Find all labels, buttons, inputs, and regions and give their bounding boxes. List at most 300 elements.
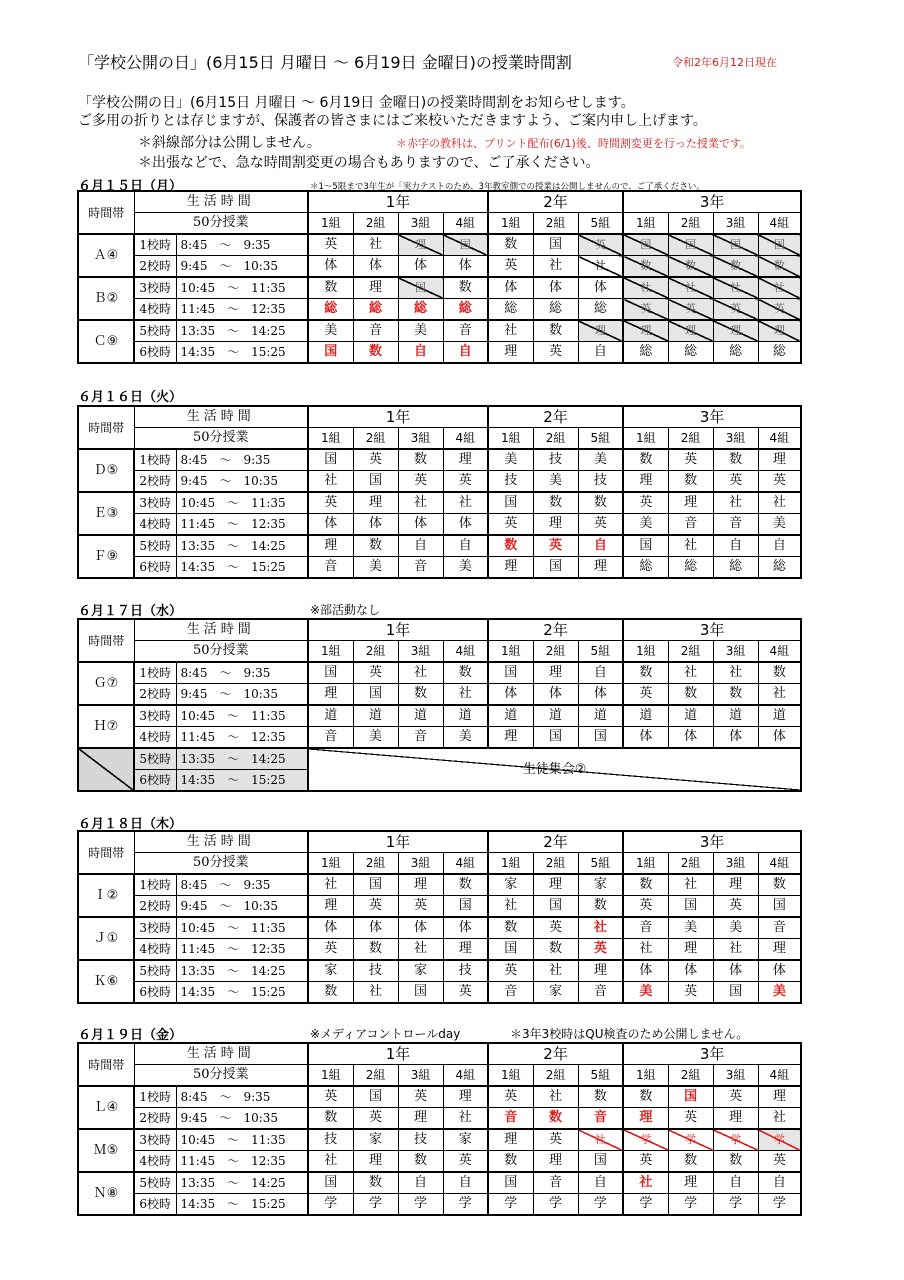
subject-cell: 国 [488, 939, 533, 961]
class-header: 1組 [308, 1065, 353, 1087]
subject-cell: 数 [398, 684, 443, 706]
class-header: 5組 [578, 641, 623, 663]
subject-cell: 英 [488, 1086, 533, 1108]
subject-cell: 理 [623, 471, 668, 493]
class-header: 1組 [488, 641, 533, 663]
subject-cell-changed: 社 [578, 917, 623, 939]
subject-cell-hidden: 数 [758, 256, 801, 278]
class-header: 1組 [623, 641, 668, 663]
period-label: 5校時 [134, 320, 176, 342]
subject-cell: 道 [623, 705, 668, 727]
subject-cell: 国 [308, 449, 353, 471]
class-header: 3組 [398, 853, 443, 875]
subject-cell: 数 [488, 917, 533, 939]
subject-cell: 自 [758, 1172, 801, 1194]
subject-cell: 理 [353, 277, 398, 299]
subject-cell: 体 [533, 684, 578, 706]
subject-cell: 数 [758, 874, 801, 896]
subject-cell: 理 [533, 1151, 578, 1173]
seikatsu-label: 生活時間 [134, 191, 308, 213]
subject-cell: 理 [488, 1129, 533, 1151]
subject-cell: 国 [533, 557, 578, 579]
subject-cell: 体 [713, 727, 758, 749]
subject-cell: 数 [668, 1151, 713, 1173]
subject-cell: 体 [668, 960, 713, 982]
day-date-0618: ６月１８日（木） [78, 817, 183, 832]
subject-cell: 数 [668, 471, 713, 493]
subject-cell: 国 [623, 535, 668, 557]
subject-cell-hidden: 国 [758, 234, 801, 256]
subject-cell: 道 [353, 705, 398, 727]
class-header: 2組 [353, 853, 398, 875]
subject-cell: 社 [713, 939, 758, 961]
subject-cell: 体 [488, 277, 533, 299]
period-label: 4校時 [134, 299, 176, 321]
period-label: 6校時 [134, 1194, 176, 1216]
subject-cell: 英 [443, 1151, 488, 1173]
subject-cell: 数 [398, 1151, 443, 1173]
subject-cell-hidden: 国 [398, 277, 443, 299]
subject-cell: 数 [578, 492, 623, 514]
subject-cell: 数 [443, 277, 488, 299]
subject-cell: 道 [443, 705, 488, 727]
period-time: 13:35 ～ 14:25 [176, 960, 308, 982]
class-header: 3組 [713, 428, 758, 450]
subject-cell: 社 [353, 234, 398, 256]
grade-2-header: 2年 [488, 406, 623, 428]
class-header: 4組 [443, 428, 488, 450]
student-assembly: 生徒集会② [308, 748, 801, 791]
class-header: 2組 [353, 641, 398, 663]
subject-cell: 数 [668, 684, 713, 706]
jikantai-label: 時間帯 [78, 1043, 134, 1086]
block-label: Ｇ⑦ [78, 662, 134, 705]
class-header: 2組 [668, 213, 713, 235]
subject-cell: 学 [308, 1194, 353, 1216]
period-time: 14:35 ～ 15:25 [176, 982, 308, 1004]
subject-cell: 国 [488, 662, 533, 684]
class-header: 4組 [758, 213, 801, 235]
subject-cell: 体 [758, 727, 801, 749]
subject-cell: 国 [578, 1151, 623, 1173]
subject-cell: 英 [488, 960, 533, 982]
subject-cell: 美 [443, 557, 488, 579]
subject-cell: 数 [533, 492, 578, 514]
subject-cell: 国 [353, 684, 398, 706]
block-label: Ｌ④ [78, 1086, 134, 1129]
subject-cell: 国 [443, 896, 488, 918]
subject-cell-changed: 音 [578, 1108, 623, 1130]
block-label: Ｎ⑧ [78, 1172, 134, 1215]
class-header: 3組 [713, 853, 758, 875]
timetable-0618 [77, 830, 802, 1004]
subject-cell: 道 [578, 705, 623, 727]
period-time: 11:45 ～ 12:35 [176, 1151, 308, 1173]
subject-cell: 理 [713, 1108, 758, 1130]
subject-cell-hidden: 社 [758, 277, 801, 299]
period-time: 8:45 ～ 9:35 [176, 662, 308, 684]
class-header: 4組 [758, 1065, 801, 1087]
subject-cell: 英 [623, 1151, 668, 1173]
jugyo-50-label: 50分授業 [134, 213, 308, 235]
subject-cell: 英 [488, 514, 533, 536]
subject-cell-hidden: 国 [668, 234, 713, 256]
subject-cell: 数 [488, 234, 533, 256]
subject-cell-hidden: 英 [758, 299, 801, 321]
class-header: 2組 [533, 1065, 578, 1087]
block-label: Ｃ⑨ [78, 320, 134, 363]
period-label: 4校時 [134, 514, 176, 536]
class-header: 4組 [443, 641, 488, 663]
subject-cell: 総 [713, 557, 758, 579]
subject-cell-changed: 理 [623, 1108, 668, 1130]
period-time: 10:45 ～ 11:35 [176, 492, 308, 514]
grade-1-header: 1年 [308, 406, 488, 428]
period-time: 14:35 ～ 15:25 [176, 557, 308, 579]
subject-cell: 家 [488, 874, 533, 896]
subject-cell: 英 [443, 471, 488, 493]
grade-3-header: 3年 [623, 619, 801, 641]
subject-cell-changed: 総 [353, 299, 398, 321]
subject-cell: 総 [488, 299, 533, 321]
class-header: 2組 [533, 213, 578, 235]
subject-cell: 体 [443, 256, 488, 278]
class-header: 1組 [623, 853, 668, 875]
subject-cell: 技 [398, 1129, 443, 1151]
subject-cell: 理 [668, 492, 713, 514]
subject-cell: 学 [488, 1194, 533, 1216]
subject-cell: 体 [623, 960, 668, 982]
period-time: 10:45 ～ 11:35 [176, 1129, 308, 1151]
subject-cell: 体 [398, 514, 443, 536]
class-header: 4組 [443, 213, 488, 235]
period-label: 3校時 [134, 1129, 176, 1151]
jikantai-label: 時間帯 [78, 619, 134, 662]
subject-cell: 家 [353, 1129, 398, 1151]
subject-cell: 数 [713, 1151, 758, 1173]
subject-cell: 自 [713, 1172, 758, 1194]
subject-cell: 国 [533, 234, 578, 256]
period-time: 8:45 ～ 9:35 [176, 449, 308, 471]
subject-cell: 理 [578, 557, 623, 579]
subject-cell: 音 [443, 320, 488, 342]
grade-3-header: 3年 [623, 191, 801, 213]
subject-cell: 国 [308, 1172, 353, 1194]
subject-cell: 音 [713, 514, 758, 536]
subject-cell: 美 [443, 727, 488, 749]
subject-cell: 音 [623, 917, 668, 939]
subject-cell-hidden: 学 [713, 1129, 758, 1151]
subject-cell: 理 [758, 449, 801, 471]
subject-cell: 理 [488, 727, 533, 749]
subject-cell: 英 [758, 471, 801, 493]
subject-cell: 美 [713, 917, 758, 939]
subject-cell: 体 [398, 917, 443, 939]
class-header: 1組 [623, 213, 668, 235]
subject-cell: 道 [398, 705, 443, 727]
subject-cell-hidden: 理 [398, 234, 443, 256]
subject-cell: 英 [533, 917, 578, 939]
subject-cell: 国 [488, 1172, 533, 1194]
subject-cell: 国 [353, 874, 398, 896]
period-label: 3校時 [134, 705, 176, 727]
grade-1-header: 1年 [308, 1043, 488, 1065]
subject-cell: 英 [398, 896, 443, 918]
subject-cell: 家 [308, 960, 353, 982]
subject-cell: 体 [308, 917, 353, 939]
subject-cell: 数 [758, 662, 801, 684]
subject-cell: 数 [623, 1086, 668, 1108]
subject-cell: 英 [623, 492, 668, 514]
subject-cell: 総 [713, 342, 758, 364]
timetable-0617 [77, 618, 802, 792]
subject-cell: 英 [353, 449, 398, 471]
grade-2-header: 2年 [488, 619, 623, 641]
jugyo-50-label: 50分授業 [134, 853, 308, 875]
subject-cell: 体 [623, 727, 668, 749]
subject-cell: 国 [488, 492, 533, 514]
period-time: 11:45 ～ 12:35 [176, 299, 308, 321]
grade-3-header: 3年 [623, 406, 801, 428]
subject-cell: 理 [758, 939, 801, 961]
period-label: 5校時 [134, 960, 176, 982]
subject-cell: 学 [758, 1194, 801, 1216]
subject-cell: 国 [758, 896, 801, 918]
subject-cell: 体 [308, 514, 353, 536]
timetable-0616 [77, 405, 802, 579]
subject-cell: 社 [308, 471, 353, 493]
subject-cell: 理 [713, 874, 758, 896]
subject-cell: 英 [398, 471, 443, 493]
subject-cell: 社 [668, 662, 713, 684]
subject-cell: 音 [398, 727, 443, 749]
subject-cell-changed: 総 [398, 299, 443, 321]
period-time: 8:45 ～ 9:35 [176, 234, 308, 256]
subject-cell: 英 [443, 982, 488, 1004]
period-time: 13:35 ～ 14:25 [176, 320, 308, 342]
subject-cell: 数 [713, 449, 758, 471]
subject-cell-hidden: 国 [443, 234, 488, 256]
period-label: 5校時 [134, 748, 176, 770]
subject-cell: 数 [578, 1086, 623, 1108]
subject-cell: 美 [758, 514, 801, 536]
class-header: 3組 [398, 1065, 443, 1087]
subject-cell-hidden: 社 [578, 256, 623, 278]
period-time: 11:45 ～ 12:35 [176, 727, 308, 749]
subject-cell-changed: 総 [308, 299, 353, 321]
jikantai-label: 時間帯 [78, 406, 134, 449]
period-time: 14:35 ～ 15:25 [176, 770, 308, 792]
subject-cell: 自 [443, 1172, 488, 1194]
subject-cell-hidden: 理 [758, 320, 801, 342]
subject-cell: 音 [398, 557, 443, 579]
subject-cell: 体 [308, 256, 353, 278]
grade-1-header: 1年 [308, 619, 488, 641]
day-note-0617: ※部活動なし [310, 603, 381, 617]
subject-cell-changed: 数 [533, 1108, 578, 1130]
subject-cell: 理 [533, 662, 578, 684]
subject-cell: 社 [758, 492, 801, 514]
period-label: 2校時 [134, 684, 176, 706]
subject-cell: 数 [533, 939, 578, 961]
period-time: 8:45 ～ 9:35 [176, 874, 308, 896]
subject-cell: 英 [578, 514, 623, 536]
class-header: 1組 [308, 641, 353, 663]
subject-cell: 理 [668, 1172, 713, 1194]
subject-cell: 道 [308, 705, 353, 727]
subject-cell: 英 [533, 1129, 578, 1151]
class-header: 2組 [533, 641, 578, 663]
subject-cell: 学 [398, 1194, 443, 1216]
class-header: 2組 [668, 641, 713, 663]
subject-cell: 英 [623, 684, 668, 706]
subject-cell: 社 [398, 492, 443, 514]
period-time: 8:45 ～ 9:35 [176, 1086, 308, 1108]
subject-cell: 国 [398, 982, 443, 1004]
subject-cell: 体 [398, 256, 443, 278]
subject-cell: 家 [578, 874, 623, 896]
subject-cell: 英 [668, 982, 713, 1004]
period-time: 9:45 ～ 10:35 [176, 1108, 308, 1130]
subject-cell: 数 [443, 874, 488, 896]
class-header: 4組 [443, 853, 488, 875]
period-time: 10:45 ～ 11:35 [176, 705, 308, 727]
subject-cell: 数 [353, 939, 398, 961]
subject-cell: 体 [578, 684, 623, 706]
subject-cell: 体 [758, 960, 801, 982]
subject-cell: 理 [668, 939, 713, 961]
grade-2-header: 2年 [488, 191, 623, 213]
subject-cell-changed: 総 [443, 299, 488, 321]
hatch-note: ＊斜線部分は公開しません。 [138, 135, 321, 151]
subject-cell: 社 [398, 662, 443, 684]
intro-line-1: 「学校公開の日」(6月15日 月曜日 ～ 6月19日 金曜日)の授業時間割をお知らせします。 [78, 95, 635, 111]
subject-cell-hidden: 国 [713, 234, 758, 256]
subject-cell: 社 [758, 684, 801, 706]
subject-cell: 総 [668, 342, 713, 364]
block-label: Ｉ② [78, 874, 134, 917]
subject-cell: 社 [353, 982, 398, 1004]
subject-cell: 社 [758, 1108, 801, 1130]
period-time: 13:35 ～ 14:25 [176, 748, 308, 770]
class-header: 4組 [443, 1065, 488, 1087]
subject-cell: 自 [578, 342, 623, 364]
subject-cell: 道 [758, 705, 801, 727]
period-label: 4校時 [134, 939, 176, 961]
class-header: 4組 [758, 641, 801, 663]
subject-cell-hidden: 理 [623, 320, 668, 342]
period-label: 6校時 [134, 982, 176, 1004]
subject-cell-changed: 自 [578, 535, 623, 557]
class-header: 4組 [758, 853, 801, 875]
subject-cell: 国 [533, 896, 578, 918]
subject-cell: 理 [308, 896, 353, 918]
subject-cell: 学 [668, 1194, 713, 1216]
subject-cell: 音 [578, 982, 623, 1004]
class-header: 3組 [398, 213, 443, 235]
subject-cell: 体 [443, 514, 488, 536]
subject-cell-hidden: 英 [668, 299, 713, 321]
seikatsu-label: 生活時間 [134, 619, 308, 641]
subject-cell: 数 [488, 1151, 533, 1173]
subject-cell-changed: 数 [488, 535, 533, 557]
subject-cell: 総 [758, 342, 801, 364]
subject-cell: 英 [353, 896, 398, 918]
subject-cell: 道 [668, 705, 713, 727]
subject-cell-changed: 自 [398, 342, 443, 364]
period-label: 1校時 [134, 234, 176, 256]
period-label: 3校時 [134, 277, 176, 299]
subject-cell: 社 [713, 492, 758, 514]
class-header: 1組 [308, 428, 353, 450]
subject-cell: 数 [308, 1108, 353, 1130]
subject-cell-changed: 英 [578, 939, 623, 961]
period-label: 2校時 [134, 896, 176, 918]
subject-cell: 音 [758, 917, 801, 939]
subject-cell-hidden: 社 [623, 277, 668, 299]
subject-cell: 総 [623, 557, 668, 579]
subject-cell-hidden: 英 [623, 299, 668, 321]
subject-cell: 総 [623, 342, 668, 364]
subject-cell-changed: 国 [668, 1086, 713, 1108]
subject-cell: 理 [758, 1086, 801, 1108]
jikantai-label: 時間帯 [78, 191, 134, 234]
seikatsu-label: 生活時間 [134, 831, 308, 853]
grade-3-header: 3年 [623, 831, 801, 853]
block-label: Ｅ③ [78, 492, 134, 535]
subject-cell: 英 [353, 662, 398, 684]
subject-cell: 理 [533, 514, 578, 536]
subject-cell: 音 [533, 1172, 578, 1194]
subject-cell: 理 [353, 1151, 398, 1173]
subject-cell: 美 [623, 514, 668, 536]
subject-cell: 社 [308, 1151, 353, 1173]
period-time: 9:45 ～ 10:35 [176, 896, 308, 918]
subject-cell: 数 [443, 662, 488, 684]
subject-cell: 理 [308, 535, 353, 557]
subject-cell: 英 [398, 1086, 443, 1108]
subject-cell: 自 [398, 1172, 443, 1194]
subject-cell: 数 [713, 684, 758, 706]
subject-cell: 学 [353, 1194, 398, 1216]
subject-cell: 数 [533, 320, 578, 342]
class-header: 2組 [668, 428, 713, 450]
subject-cell-hidden: 学 [623, 1129, 668, 1151]
subject-cell: 美 [668, 917, 713, 939]
subject-cell: 自 [578, 662, 623, 684]
subject-cell: 国 [668, 896, 713, 918]
timetable-0615 [77, 190, 802, 364]
block-label: Ｆ⑨ [78, 535, 134, 578]
subject-cell-changed: 美 [623, 982, 668, 1004]
change-note: ＊出張などで、急な時間割変更の場合もありますので、ご了承ください。 [138, 155, 600, 171]
subject-cell: 社 [488, 320, 533, 342]
period-time: 14:35 ～ 15:25 [176, 1194, 308, 1216]
period-label: 6校時 [134, 342, 176, 364]
subject-cell: 体 [713, 960, 758, 982]
block-label: Ｄ⑤ [78, 449, 134, 492]
subject-cell-hidden: 社 [668, 277, 713, 299]
subject-cell: 国 [578, 727, 623, 749]
day-date-0619: ６月１９日（金） [78, 1028, 183, 1043]
subject-cell-hidden: 英 [713, 299, 758, 321]
subject-cell: 音 [353, 320, 398, 342]
subject-cell: 体 [488, 684, 533, 706]
subject-cell: 体 [353, 256, 398, 278]
subject-cell: 美 [488, 449, 533, 471]
subject-cell: 総 [533, 299, 578, 321]
subject-cell: 英 [713, 471, 758, 493]
